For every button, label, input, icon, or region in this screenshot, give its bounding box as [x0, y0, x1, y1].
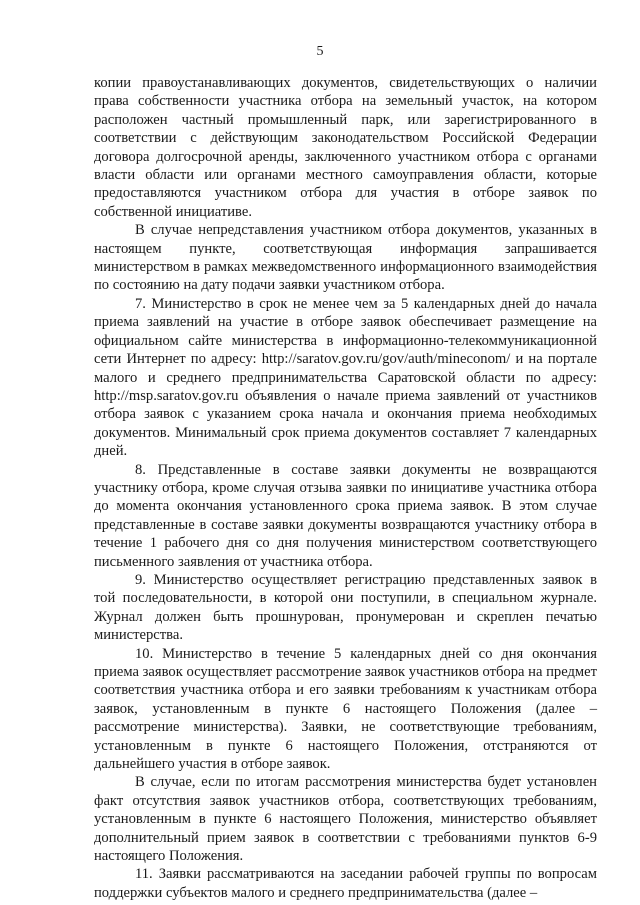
- paragraph-absence-of-applications: В случае, если по итогам рассмотрения министерства будет установлен факт отсутствия заявок участников отбора, соответствующих требованиям, установленным в пункте 6 настоящего Положения, министерство объявляет дополнительный прием заявок в соответствии с требованиями пунктов 6-9 настоящего Положения.: [94, 774, 597, 865]
- page-number: 5: [316, 44, 324, 59]
- paragraph-item-8: 8. Представленные в составе заявки документы не возвращаются участнику отбора, кроме случая отзыва заявки по инициативе участника отбора до момента окончания установленного срока приема заявок. В этом случае представленные в составе заявки документы возвращаются участнику отбора в течение 1 рабочего дня со дня получения министерством соответствующего письменного заявления от участника отбора.: [94, 461, 597, 570]
- paragraph-item-9: 9. Министерство осуществляет регистрацию представленных заявок в той последовательности, в которой они поступили, в специальном журнале. Журнал должен быть прошнурован, пронумерован и скреплен печатью министерства.: [94, 571, 597, 644]
- paragraph-item-7: 7. Министерство в срок не менее чем за 5 календарных дней до начала приема заявлений на участие в отборе заявок обеспечивает размещение на официальном сайте министерства в информационно-телекоммуникационной сети Интернет по адресу: http://saratov.gov.ru/gov/auth/mineconom/ и на портале малого и среднего предпринимательства Саратовской области по адресу: http://msp.saratov.gov.ru объявления о начале приема заявлений от участников отбора заявок с указанием срока начала и окончания приема необходимых документов. Минимальный срок приема документов составляет 7 календарных дней.: [94, 295, 597, 460]
- document-body: [94, 74, 597, 902]
- paragraph-nonsubmission: В случае непредставления участником отбора документов, указанных в настоящем пункте, соответствующая информация запрашивается министерством в рамках межведомственного информационного взаимодействия по состоянию на дату подачи заявки участником отбора.: [94, 222, 597, 294]
- paragraph-item-11: 11. Заявки рассматриваются на заседании рабочей группы по вопросам поддержки субъектов малого и среднего предпринимательства (далее –: [94, 866, 597, 901]
- paragraph-documents-continuation: копии правоустанавливающих документов, свидетельствующих о наличии права собственности участника отбора на земельный участок, на котором расположен частный промышленный парк, или зарегистрированного в соответствии с действующим законодательством Российской Федерации договора долгосрочной аренды, заключенного участником отбора с органами власти области или органами местного самоуправления области, которые предоставляются участником отбора для участия в отборе заявок по собственной инициативе.: [94, 75, 597, 220]
- paragraph-item-10: 10. Министерство в течение 5 календарных дней со дня окончания приема заявок осуществляет рассмотрение заявок участников отбора на предмет соответствия участника отбора и его заявки требованиям к участникам отбора заявок, установленным в пункте 6 настоящего Положения (далее – рассмотрение министерства). Заявки, не соответствующие требованиям, установленным в пункте 6 настоящего Положения, отстраняются от дальнейшего участия в отборе заявок.: [94, 645, 597, 773]
